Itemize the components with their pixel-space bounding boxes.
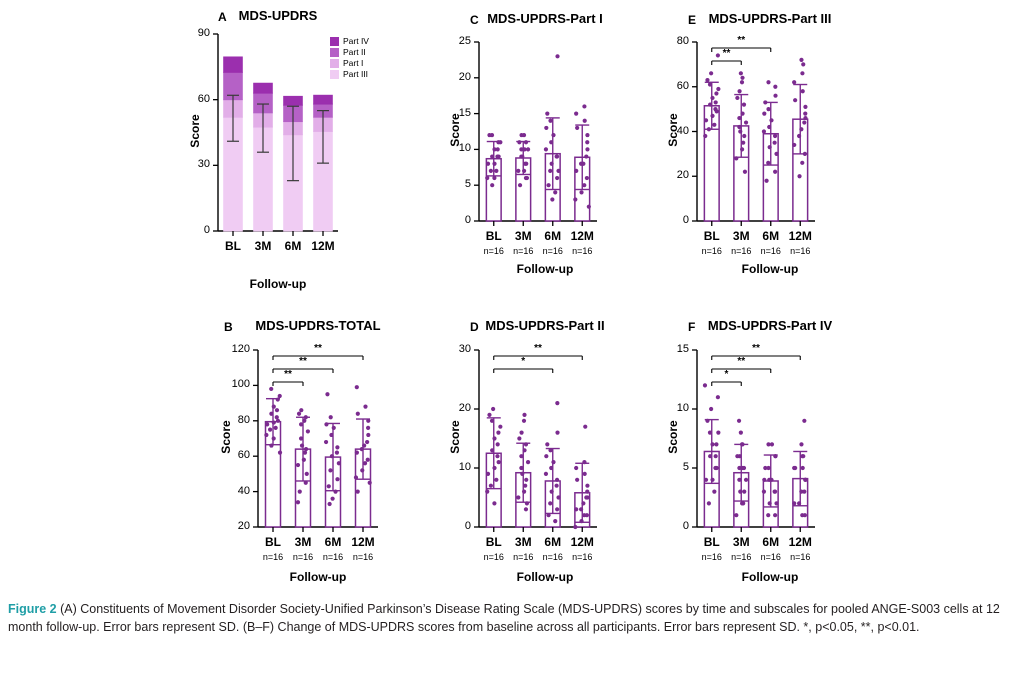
x-axis-title: Follow-up bbox=[516, 570, 574, 584]
y-tick-label: 20 bbox=[237, 520, 250, 532]
y-tick-label: 0 bbox=[203, 224, 210, 236]
y-tick-label: 20 bbox=[458, 402, 471, 414]
y-axis-title: Score bbox=[219, 420, 233, 454]
x-axis-title: Follow-up bbox=[249, 277, 307, 291]
sample-size-label: n=16 bbox=[701, 552, 722, 562]
sample-size-label: n=16 bbox=[731, 246, 752, 256]
category-label: 3M bbox=[254, 239, 272, 253]
panel-title: MDS-UPDRS-TOTAL bbox=[255, 318, 381, 333]
sample-size-label: n=16 bbox=[513, 552, 534, 562]
y-tick-label: 60 bbox=[237, 449, 250, 462]
y-tick-label: 10 bbox=[458, 461, 471, 473]
sample-size-label: n=16 bbox=[513, 246, 534, 256]
category-label: 6M bbox=[762, 535, 780, 549]
legend-item bbox=[330, 69, 369, 79]
panel-title: MDS-UPDRS-Part II bbox=[485, 318, 605, 333]
sample-size-label: n=16 bbox=[483, 246, 504, 256]
category-label: 12M bbox=[570, 535, 594, 549]
panel-title: MDS-UPDRS-Part I bbox=[487, 11, 603, 26]
y-tick-label: 30 bbox=[197, 158, 210, 171]
y-tick-label: 25 bbox=[458, 35, 471, 47]
significance-label: ** bbox=[722, 48, 731, 59]
category-label: 6M bbox=[544, 535, 562, 549]
category-label: 3M bbox=[732, 229, 750, 243]
y-tick-label: 20 bbox=[676, 169, 689, 182]
significance-label: ** bbox=[299, 356, 307, 367]
y-tick-label: 60 bbox=[197, 92, 210, 105]
sample-size-label: n=16 bbox=[542, 246, 563, 256]
category-label: BL bbox=[485, 229, 502, 243]
y-tick-label: 15 bbox=[458, 106, 471, 119]
panel-title: MDS-UPDRS-Part III bbox=[708, 11, 832, 26]
significance-label: * bbox=[521, 356, 526, 367]
panel-letter-b: B bbox=[224, 320, 233, 334]
y-axis-title: Score bbox=[666, 420, 680, 454]
category-label: BL bbox=[703, 229, 720, 243]
caption-label: Figure 2 bbox=[8, 602, 57, 616]
legend-label: Part III bbox=[343, 69, 369, 79]
y-tick-label: 5 bbox=[682, 461, 689, 473]
sample-size-label: n=16 bbox=[790, 246, 811, 256]
category-label: 12M bbox=[311, 239, 335, 253]
legend-label: Part IV bbox=[343, 36, 369, 46]
panel-title: MDS-UPDRS-Part IV bbox=[707, 318, 833, 333]
panel-letter-a: A bbox=[218, 10, 227, 24]
legend-label: Part I bbox=[343, 58, 364, 68]
panel-letter-e: E bbox=[688, 13, 697, 27]
legend bbox=[330, 36, 369, 80]
y-tick-label: 80 bbox=[676, 35, 689, 47]
significance-label: ** bbox=[752, 343, 760, 354]
sample-size-label: n=16 bbox=[542, 552, 563, 562]
y-tick-label: 80 bbox=[237, 413, 250, 426]
x-axis-title: Follow-up bbox=[741, 570, 799, 584]
legend-swatch-icon bbox=[330, 48, 339, 57]
y-tick-label: 40 bbox=[676, 124, 689, 137]
y-tick-label: 60 bbox=[676, 79, 689, 92]
legend-item bbox=[330, 36, 369, 46]
y-axis-title: Score bbox=[448, 420, 462, 454]
legend-swatch-icon bbox=[330, 70, 339, 79]
y-tick-label: 100 bbox=[231, 378, 250, 391]
category-label: 6M bbox=[762, 229, 780, 243]
category-label: 6M bbox=[324, 535, 342, 549]
significance-label: ** bbox=[534, 343, 542, 354]
category-label: BL bbox=[225, 239, 241, 253]
x-axis-title: Follow-up bbox=[741, 262, 799, 276]
y-tick-label: 5 bbox=[464, 178, 471, 191]
panel-title: MDS-UPDRS bbox=[238, 8, 318, 23]
sample-size-label: n=16 bbox=[701, 246, 722, 256]
x-axis-title: Follow-up bbox=[516, 262, 574, 276]
sample-size-label: n=16 bbox=[731, 552, 752, 562]
y-tick-label: 10 bbox=[458, 142, 471, 155]
y-axis-title: Score bbox=[666, 113, 680, 147]
y-tick-label: 120 bbox=[231, 343, 250, 355]
sample-size-label: n=16 bbox=[572, 552, 593, 562]
significance-label: * bbox=[724, 369, 729, 380]
y-tick-label: 10 bbox=[676, 402, 689, 414]
y-tick-label: 40 bbox=[237, 484, 250, 497]
sample-size-label: n=16 bbox=[572, 246, 593, 256]
sample-size-label: n=16 bbox=[322, 552, 344, 562]
category-label: BL bbox=[265, 535, 281, 549]
y-tick-label: 15 bbox=[676, 343, 689, 355]
legend-item bbox=[330, 58, 369, 68]
y-tick-label: 20 bbox=[458, 70, 471, 83]
category-label: 12M bbox=[351, 535, 375, 549]
category-label: 3M bbox=[514, 535, 532, 549]
panel-letter-c: C bbox=[470, 13, 479, 27]
y-tick-label: 30 bbox=[458, 343, 471, 355]
sample-size-label: n=16 bbox=[760, 246, 781, 256]
panel-letter-f: F bbox=[688, 320, 696, 334]
panel-letter-d: D bbox=[470, 320, 479, 334]
caption-text: (A) Constituents of Movement Disorder Society-Unified Parkinson’s Disease Rating Scale (MDS-UPDRS) scores by time and subscales for pooled ANGE-S003 cells at 12 month follow-up. Error bars represent SD. (B–F) Change of MDS-UPDRS scores from baseline across all participants. Error bars represent SD. *, p<0.05, **, p<0.01. bbox=[8, 602, 1000, 635]
significance-label: ** bbox=[314, 343, 322, 354]
significance-label: ** bbox=[284, 369, 292, 380]
category-label: 3M bbox=[514, 229, 532, 243]
y-tick-label: 90 bbox=[197, 27, 210, 39]
y-tick-label: 0 bbox=[464, 214, 471, 226]
category-label: 6M bbox=[284, 239, 302, 253]
category-label: 12M bbox=[570, 229, 594, 243]
sample-size-label: n=16 bbox=[352, 552, 374, 562]
sample-size-label: n=16 bbox=[292, 552, 314, 562]
significance-label: ** bbox=[737, 356, 746, 367]
sample-size-label: n=16 bbox=[262, 552, 284, 562]
sample-size-label: n=16 bbox=[790, 552, 811, 562]
category-label: 12M bbox=[788, 535, 812, 549]
x-axis-title: Follow-up bbox=[289, 570, 347, 584]
y-tick-label: 0 bbox=[682, 520, 689, 532]
category-label: BL bbox=[485, 535, 502, 549]
significance-label: ** bbox=[737, 35, 746, 46]
y-tick-label: 0 bbox=[682, 214, 689, 226]
sample-size-label: n=16 bbox=[760, 552, 781, 562]
legend-swatch-icon bbox=[330, 37, 339, 46]
legend-item bbox=[330, 47, 369, 57]
category-label: 3M bbox=[732, 535, 750, 549]
category-label: BL bbox=[703, 535, 720, 549]
legend-swatch-icon bbox=[330, 59, 339, 68]
category-label: 3M bbox=[294, 535, 312, 549]
y-axis-title: Score bbox=[188, 114, 202, 148]
y-axis-title: Score bbox=[448, 113, 462, 147]
figure-caption bbox=[8, 600, 1018, 636]
sample-size-label: n=16 bbox=[483, 552, 504, 562]
category-label: 6M bbox=[544, 229, 562, 243]
y-tick-label: 0 bbox=[464, 520, 471, 532]
category-label: 12M bbox=[788, 229, 812, 243]
legend-label: Part II bbox=[343, 47, 366, 57]
